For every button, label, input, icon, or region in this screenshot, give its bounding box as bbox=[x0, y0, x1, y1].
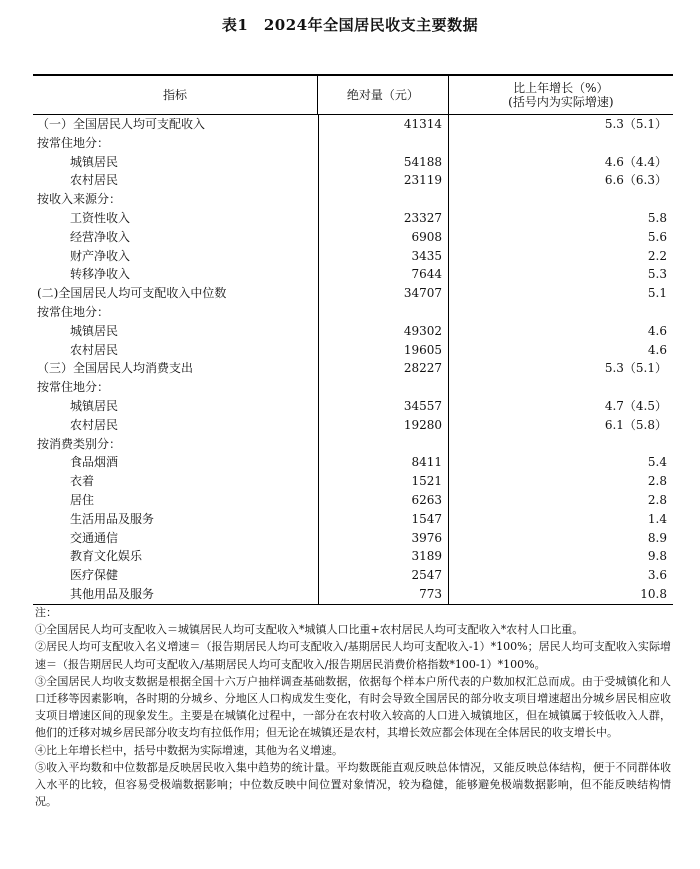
row-label: 城镇居民 bbox=[70, 323, 119, 338]
table-row bbox=[33, 228, 673, 247]
income-expenditure-table bbox=[33, 74, 673, 605]
table-row bbox=[33, 359, 673, 378]
table-row bbox=[33, 585, 673, 604]
row-value: 49302 bbox=[318, 322, 448, 341]
note-item: ④比上年增长栏中，括号中数据为实际增速，其他为名义增速。 bbox=[35, 743, 343, 757]
table-row bbox=[33, 190, 673, 209]
row-growth: 5.3（5.1） bbox=[448, 359, 673, 378]
table-row bbox=[33, 435, 673, 454]
row-label: （三）全国居民人均消费支出 bbox=[37, 361, 194, 376]
row-growth: 5.1 bbox=[448, 284, 673, 303]
table-row bbox=[33, 566, 673, 585]
row-value: 23119 bbox=[318, 171, 448, 190]
table-row bbox=[33, 247, 673, 266]
row-value: 2547 bbox=[318, 566, 448, 585]
header-growth bbox=[448, 76, 673, 114]
row-growth: 10.8 bbox=[448, 585, 673, 604]
row-label: 按收入来源分： bbox=[37, 192, 122, 207]
row-value: 19280 bbox=[318, 416, 448, 435]
row-growth: 2.8 bbox=[448, 491, 673, 510]
row-label: 食品烟酒 bbox=[70, 455, 119, 470]
table-row bbox=[33, 134, 673, 153]
row-value: 41314 bbox=[318, 115, 448, 134]
row-growth: 6.6（6.3） bbox=[448, 171, 673, 190]
note-item: ①全国居民人均可支配收入＝城镇居民人均可支配收入*城镇人口比重+农村居民人均可支配收入*农村人口比重。 bbox=[35, 623, 584, 637]
row-growth bbox=[448, 190, 673, 209]
row-growth: 6.1（5.8） bbox=[448, 416, 673, 435]
row-growth bbox=[448, 303, 673, 322]
table-row bbox=[33, 547, 673, 566]
row-growth: 4.7（4.5） bbox=[448, 397, 673, 416]
table-row bbox=[33, 265, 673, 284]
page-title: 表1 2024年全国居民收支主要数据 bbox=[221, 16, 479, 34]
table-row bbox=[33, 284, 673, 303]
row-value: 6263 bbox=[318, 491, 448, 510]
row-value: 773 bbox=[318, 585, 448, 604]
row-growth: 4.6（4.4） bbox=[448, 153, 673, 172]
row-label: 农村居民 bbox=[70, 173, 119, 188]
row-growth bbox=[448, 134, 673, 153]
header-indicator: 指标 bbox=[163, 88, 188, 102]
table-row bbox=[33, 529, 673, 548]
row-growth: 2.2 bbox=[448, 247, 673, 266]
row-label: 交通通信 bbox=[70, 530, 119, 545]
row-label: 按常住地分： bbox=[37, 304, 110, 319]
header-growth-line2: (括号内为实际增速) bbox=[508, 95, 614, 109]
row-value bbox=[318, 378, 448, 397]
table-row bbox=[33, 378, 673, 397]
row-value: 28227 bbox=[318, 359, 448, 378]
row-value bbox=[318, 134, 448, 153]
header-growth-line1: 比上年增长（%） bbox=[513, 81, 609, 95]
row-growth: 4.6 bbox=[448, 341, 673, 360]
row-label: (二)全国居民人均可支配收入中位数 bbox=[37, 286, 227, 301]
row-label: 其他用品及服务 bbox=[70, 586, 155, 601]
row-growth bbox=[448, 378, 673, 397]
row-label: 工资性收入 bbox=[70, 210, 131, 225]
row-growth bbox=[448, 435, 673, 454]
row-label: 按常住地分： bbox=[37, 380, 110, 395]
row-value: 23327 bbox=[318, 209, 448, 228]
table-row bbox=[33, 322, 673, 341]
row-value: 19605 bbox=[318, 341, 448, 360]
row-value: 34557 bbox=[318, 397, 448, 416]
row-value: 1547 bbox=[318, 510, 448, 529]
row-label: 经营净收入 bbox=[70, 229, 131, 244]
table-row bbox=[33, 341, 673, 360]
row-value: 6908 bbox=[318, 228, 448, 247]
table-row bbox=[33, 397, 673, 416]
row-label: 按常住地分： bbox=[37, 135, 110, 150]
row-growth: 5.6 bbox=[448, 228, 673, 247]
row-label: 衣着 bbox=[70, 474, 95, 489]
row-value: 1521 bbox=[318, 472, 448, 491]
row-growth: 4.6 bbox=[448, 322, 673, 341]
row-value: 7644 bbox=[318, 265, 448, 284]
table-row bbox=[33, 153, 673, 172]
row-label: 转移净收入 bbox=[70, 267, 131, 282]
row-growth: 2.8 bbox=[448, 472, 673, 491]
row-growth: 5.3 bbox=[448, 265, 673, 284]
table-row bbox=[33, 453, 673, 472]
row-growth: 5.8 bbox=[448, 209, 673, 228]
row-value: 3189 bbox=[318, 547, 448, 566]
note-item: ③全国居民人均收支数据是根据全国十六万户抽样调查基础数据，依据每个样本户所代表的户数加权汇总而成。由于受城镇化和人口迁移等因素影响，各时期的分城乡、分地区人口构成发生变化，有时会导致全国居民的部分收支项目增速超出分城乡居民相应收支项目增速区间的现象发生。主要是在城镇化过程中，一部分在农村收入较高的人口进入城镇地区，但在城镇属于较低收入人群，他们的迁移对城乡居民部分收支均有拉低作用；但无论在城镇还是农村，其增长效应都会体现在全体居民的收支增长中。 bbox=[35, 674, 671, 740]
table-row bbox=[33, 510, 673, 529]
row-label: 居住 bbox=[70, 492, 95, 507]
row-label: （一）全国居民人均可支配收入 bbox=[37, 117, 206, 131]
row-label: 财产净收入 bbox=[70, 248, 131, 263]
table-row bbox=[33, 303, 673, 322]
table-body bbox=[33, 115, 673, 604]
header-absolute: 绝对量（元） bbox=[317, 76, 448, 114]
row-value: 3435 bbox=[318, 247, 448, 266]
row-label: 农村居民 bbox=[70, 417, 119, 432]
row-value bbox=[318, 435, 448, 454]
row-growth: 9.8 bbox=[448, 547, 673, 566]
row-value bbox=[318, 190, 448, 209]
table-row bbox=[33, 209, 673, 228]
table-row bbox=[33, 416, 673, 435]
row-value: 34707 bbox=[318, 284, 448, 303]
notes-section bbox=[35, 604, 671, 810]
table-row bbox=[33, 491, 673, 510]
row-value: 3976 bbox=[318, 529, 448, 548]
row-value: 54188 bbox=[318, 153, 448, 172]
row-label: 医疗保健 bbox=[70, 568, 119, 583]
row-growth: 8.9 bbox=[448, 529, 673, 548]
row-value bbox=[318, 303, 448, 322]
note-item: ⑤收入平均数和中位数都是反映居民收入集中趋势的统计量。平均数既能直观反映总体情况，又能反映总体结构，便于不同群体收入水平的比较，但容易受极端数据影响；中位数反映中间位置对象情况，较为稳健，能够避免极端数据影响，但不能反映结构情况。 bbox=[35, 760, 671, 809]
note-item: ②居民人均可支配收入名义增速＝（报告期居民人均可支配收入/基期居民人均可支配收入-1）*100%；居民人均可支配收入实际增速＝（报告期居民人均可支配收入/基期居民人均可支配收入/报告期居民消费价格指数*100-1）*100%。 bbox=[35, 640, 671, 671]
table-header bbox=[33, 76, 673, 115]
row-label: 城镇居民 bbox=[70, 154, 119, 169]
row-label: 按消费类别分： bbox=[37, 436, 122, 451]
row-value: 8411 bbox=[318, 453, 448, 472]
row-label: 生活用品及服务 bbox=[70, 511, 155, 526]
row-growth: 5.4 bbox=[448, 453, 673, 472]
table-row bbox=[33, 171, 673, 190]
notes-heading: 注： bbox=[35, 606, 57, 619]
row-label: 城镇居民 bbox=[70, 398, 119, 413]
table-row bbox=[33, 115, 673, 134]
row-label: 农村居民 bbox=[70, 342, 119, 357]
row-label: 教育文化娱乐 bbox=[70, 549, 143, 564]
row-growth: 3.6 bbox=[448, 566, 673, 585]
row-growth: 5.3（5.1） bbox=[448, 115, 673, 134]
row-growth: 1.4 bbox=[448, 510, 673, 529]
table-row bbox=[33, 472, 673, 491]
